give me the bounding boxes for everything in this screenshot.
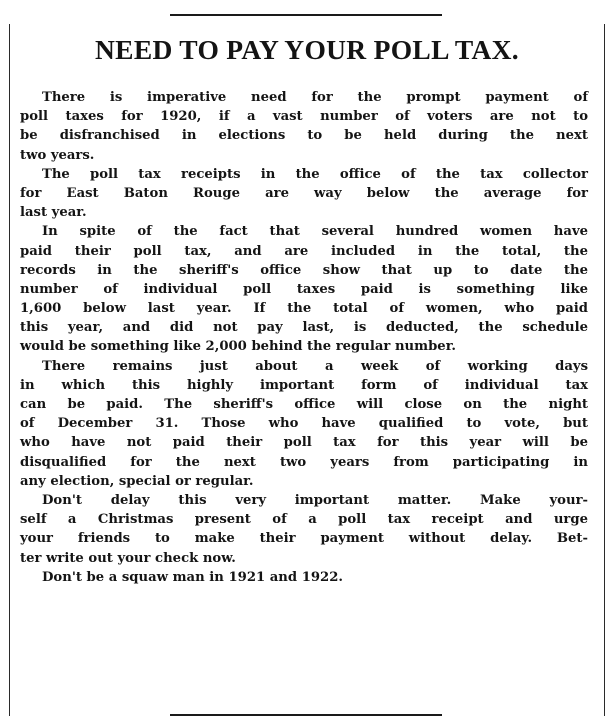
text-line: be disfranchised in elections to be held during the next [20, 128, 588, 144]
paragraph [20, 357, 588, 491]
text-line: last year. [20, 205, 87, 221]
text-line: The poll tax receipts in the office of the tax collector [42, 166, 588, 182]
text-line: paid their poll tax, and are included in the total, the [20, 243, 588, 259]
text-line: can be paid. The sheriff's office will close on the night [20, 397, 588, 412]
text-line: two years. [20, 147, 95, 163]
text-line: self a Christmas present of a poll tax receipt and urge [20, 512, 588, 528]
text-line: any election, special or regular. [20, 473, 254, 489]
headline: NEED TO PAY YOUR POLL TAX. [95, 34, 519, 65]
article-body [20, 88, 588, 587]
right-column-border [604, 24, 605, 716]
paragraph [20, 568, 588, 587]
text-line: of December 31. Those who have qualified to vote, but [20, 416, 588, 432]
text-line: Don't be a squaw man in 1921 and 1922. [42, 569, 344, 585]
text-line: records in the sheriff's office show that up to date the [20, 262, 588, 278]
text-line: your friends to make their payment without delay. Bet- [20, 531, 588, 547]
text-line: who have not paid their poll tax for this year will be [20, 435, 588, 451]
paragraph [20, 491, 588, 568]
top-rule [170, 14, 442, 16]
paragraph [20, 165, 588, 223]
text-line: in which this highly important form of individual tax [20, 377, 588, 393]
text-line: 1,600 below last year. If the total of women, who paid [20, 301, 588, 317]
left-column-border [9, 24, 10, 716]
text-line: disqualified for the next two years from participating in [20, 454, 588, 470]
text-line: There remains just about a week of working days [42, 358, 588, 374]
text-line: Don't delay this very important matter. Make your- [42, 492, 588, 508]
text-line: poll taxes for 1920, if a vast number of voters are not to [20, 109, 588, 125]
paragraph [20, 222, 588, 356]
text-line: number of individual poll taxes paid is something like [20, 281, 588, 297]
bottom-rule [170, 714, 442, 716]
text-line: would be something like 2,000 behind the regular number. [20, 339, 457, 355]
text-line: In spite of the fact that several hundred women have [42, 224, 588, 240]
text-line: for East Baton Rouge are way below the average for [20, 185, 588, 201]
text-line: ter write out your check now. [20, 550, 236, 566]
text-line: There is imperative need for the prompt payment of [42, 90, 588, 105]
text-line: this year, and did not pay last, is deducted, the schedule [20, 320, 588, 336]
paragraph [20, 88, 588, 165]
